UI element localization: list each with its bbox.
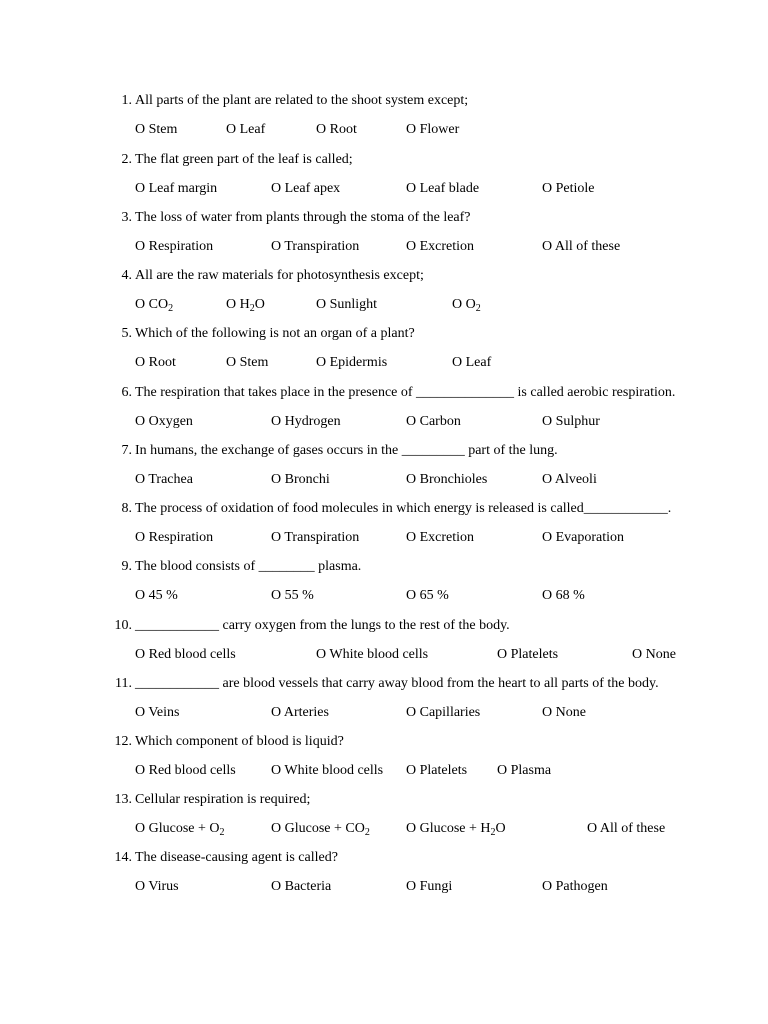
option-c[interactable]: O Platelets [406, 763, 468, 778]
option-b[interactable]: O Arteries [271, 705, 329, 720]
question-text: The loss of water from plants through the stoma of the leaf? [135, 210, 471, 225]
question-text: The respiration that takes place in the presence of ______________ is called aerobic respiration. [135, 385, 676, 400]
question-number: 3. [121, 210, 132, 225]
option-d[interactable]: O Petiole [542, 181, 595, 196]
option-b[interactable]: O Bacteria [271, 879, 332, 894]
question-text: All are the raw materials for photosynthesis except; [135, 268, 424, 283]
question-number: 10. [114, 618, 132, 633]
option-d[interactable]: O 68 % [542, 588, 585, 603]
option-a[interactable]: O Oxygen [135, 414, 193, 429]
option-b[interactable]: O $H_2O$ [226, 297, 265, 314]
question-number: 13. [114, 792, 132, 807]
option-b[interactable]: O Bronchi [271, 472, 330, 487]
question-number: 8. [121, 501, 132, 516]
question-number: 2. [121, 152, 132, 167]
question-number: 1. [121, 93, 132, 108]
option-d[interactable]: O $O_2$ [452, 297, 481, 314]
option-b[interactable]: O $Glucose + CO_2$ [271, 821, 370, 838]
option-c[interactable]: O Root [316, 122, 357, 137]
option-a[interactable]: O Veins [135, 705, 180, 720]
option-d[interactable]: O Evaporation [542, 530, 625, 545]
option-b[interactable]: O White blood cells [316, 647, 429, 662]
option-c[interactable]: O $Glucose + H_2O$ [406, 821, 506, 838]
option-a[interactable]: O Leaf margin [135, 181, 218, 196]
option-a[interactable]: O $Glucose + O_2$ [135, 821, 225, 838]
option-c[interactable]: O Fungi [406, 879, 453, 894]
option-a[interactable]: O $CO_2$ [135, 297, 174, 314]
question-text: The disease-causing agent is called? [135, 850, 338, 865]
question-number: 7. [121, 443, 132, 458]
option-d[interactable]: O Alveoli [542, 472, 597, 487]
option-a[interactable]: O Respiration [135, 239, 214, 254]
option-c[interactable]: O Capillaries [406, 705, 481, 720]
question-number: 9. [121, 559, 132, 574]
option-c[interactable]: O Bronchioles [406, 472, 488, 487]
option-a[interactable]: O Trachea [135, 472, 193, 487]
option-a[interactable]: O Stem [135, 122, 178, 137]
question-text: ____________ are blood vessels that carry away blood from the heart to all parts of the body. [135, 676, 659, 691]
option-b[interactable]: O Stem [226, 355, 269, 370]
option-c[interactable]: O Epidermis [316, 355, 388, 370]
option-c[interactable]: O Carbon [406, 414, 461, 429]
option-b[interactable]: O Transpiration [271, 239, 360, 254]
option-d[interactable]: O Sulphur [542, 414, 600, 429]
question-number: 6. [121, 385, 132, 400]
option-a[interactable]: O Virus [135, 879, 179, 894]
question-text: Cellular respiration is required; [135, 792, 311, 807]
option-c[interactable]: O Excretion [406, 239, 475, 254]
option-c[interactable]: O Excretion [406, 530, 475, 545]
option-a[interactable]: O 45 % [135, 588, 178, 603]
option-b[interactable]: O Leaf [226, 122, 266, 137]
option-b[interactable]: O Hydrogen [271, 414, 341, 429]
question-text: The process of oxidation of food molecules in which energy is released is called____________. [135, 501, 672, 516]
option-b[interactable]: O Transpiration [271, 530, 360, 545]
option-a[interactable]: O Respiration [135, 530, 214, 545]
question-number: 12. [114, 734, 132, 749]
question-text: The flat green part of the leaf is called; [135, 152, 353, 167]
option-c[interactable]: O Platelets [497, 647, 559, 662]
question-text: Which of the following is not an organ of a plant? [135, 326, 415, 341]
option-a[interactable]: O Red blood cells [135, 647, 236, 662]
option-b[interactable]: O 55 % [271, 588, 314, 603]
option-b[interactable]: O Leaf apex [271, 181, 341, 196]
question-number: 11. [115, 676, 132, 691]
option-a[interactable]: O Red blood cells [135, 763, 236, 778]
option-d[interactable]: O Pathogen [542, 879, 608, 894]
option-d[interactable]: O None [542, 705, 586, 720]
question-number: 5. [121, 326, 132, 341]
question-text: ____________ carry oxygen from the lungs to the rest of the body. [135, 618, 510, 633]
option-d[interactable]: O Leaf [452, 355, 492, 370]
option-d[interactable]: O All of these [587, 821, 666, 836]
question-text: Which component of blood is liquid? [135, 734, 344, 749]
question-number: 14. [114, 850, 132, 865]
question-number: 4. [121, 268, 132, 283]
option-c[interactable]: O Leaf blade [406, 181, 480, 196]
question-text: The blood consists of ________ plasma. [135, 559, 362, 574]
option-d[interactable]: O None [632, 647, 676, 662]
option-a[interactable]: O Root [135, 355, 176, 370]
option-d[interactable]: O All of these [542, 239, 621, 254]
option-b[interactable]: O White blood cells [271, 763, 384, 778]
option-c[interactable]: O 65 % [406, 588, 449, 603]
question-text: In humans, the exchange of gases occurs in the _________ part of the lung. [135, 443, 558, 458]
option-d[interactable]: O Flower [406, 122, 460, 137]
option-c[interactable]: O Sunlight [316, 297, 378, 312]
option-d[interactable]: O Plasma [497, 763, 552, 778]
question-text: All parts of the plant are related to the shoot system except; [135, 93, 469, 108]
